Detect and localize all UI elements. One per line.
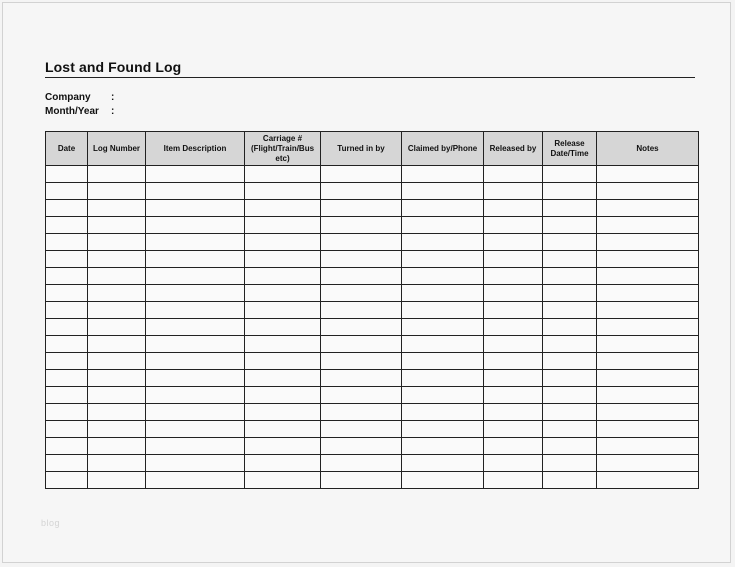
table-cell[interactable] — [321, 183, 402, 200]
table-cell[interactable] — [88, 404, 146, 421]
table-cell[interactable] — [543, 166, 597, 183]
table-cell[interactable] — [46, 336, 88, 353]
table-cell[interactable] — [543, 183, 597, 200]
table-cell[interactable] — [321, 319, 402, 336]
table-cell[interactable] — [245, 285, 321, 302]
table-cell[interactable] — [146, 353, 245, 370]
table-cell[interactable] — [597, 285, 699, 302]
table-cell[interactable] — [597, 455, 699, 472]
table-cell[interactable] — [46, 166, 88, 183]
table-cell[interactable] — [88, 251, 146, 268]
table-cell[interactable] — [402, 421, 484, 438]
table-cell[interactable] — [484, 166, 543, 183]
table-cell[interactable] — [402, 234, 484, 251]
table-cell[interactable] — [543, 404, 597, 421]
table-cell[interactable] — [88, 421, 146, 438]
table-cell[interactable] — [46, 285, 88, 302]
table-cell[interactable] — [146, 319, 245, 336]
column-header: Released by — [484, 132, 543, 166]
table-row — [46, 404, 699, 421]
table-cell[interactable] — [543, 370, 597, 387]
table-cell[interactable] — [146, 336, 245, 353]
title-divider — [45, 77, 695, 78]
table-row — [46, 370, 699, 387]
table-cell[interactable] — [321, 455, 402, 472]
table-row — [46, 166, 699, 183]
table-row — [46, 472, 699, 489]
table-cell[interactable] — [146, 268, 245, 285]
table-cell[interactable] — [597, 302, 699, 319]
table-cell[interactable] — [543, 438, 597, 455]
table-cell[interactable] — [597, 353, 699, 370]
table-cell[interactable] — [402, 285, 484, 302]
table-cell[interactable] — [245, 200, 321, 217]
table-cell[interactable] — [46, 438, 88, 455]
table-cell[interactable] — [402, 370, 484, 387]
watermark-text: blog — [41, 518, 61, 528]
table-cell[interactable] — [88, 285, 146, 302]
table-cell[interactable] — [88, 336, 146, 353]
table-cell[interactable] — [46, 455, 88, 472]
table-cell[interactable] — [88, 472, 146, 489]
table-cell[interactable] — [402, 319, 484, 336]
table-cell[interactable] — [245, 302, 321, 319]
table-cell[interactable] — [146, 200, 245, 217]
table-row — [46, 217, 699, 234]
table-cell[interactable] — [597, 336, 699, 353]
table-cell[interactable] — [543, 268, 597, 285]
table-cell[interactable] — [484, 302, 543, 319]
table-cell[interactable] — [484, 421, 543, 438]
document-page — [2, 2, 731, 563]
table-cell[interactable] — [146, 387, 245, 404]
table-cell[interactable] — [597, 370, 699, 387]
table-cell[interactable] — [245, 404, 321, 421]
table-row — [46, 302, 699, 319]
table-cell[interactable] — [146, 472, 245, 489]
table-cell[interactable] — [597, 387, 699, 404]
table-cell[interactable] — [484, 319, 543, 336]
table-header-row — [46, 132, 699, 166]
table-cell[interactable] — [146, 285, 245, 302]
table-cell[interactable] — [321, 438, 402, 455]
table-cell[interactable] — [402, 404, 484, 421]
table-cell[interactable] — [402, 217, 484, 234]
table-row — [46, 387, 699, 404]
table-cell[interactable] — [484, 285, 543, 302]
table-cell[interactable] — [146, 370, 245, 387]
table-cell[interactable] — [46, 404, 88, 421]
table-cell[interactable] — [321, 370, 402, 387]
table-cell[interactable] — [484, 472, 543, 489]
table-cell[interactable] — [245, 319, 321, 336]
table-cell[interactable] — [597, 166, 699, 183]
table-cell[interactable] — [321, 200, 402, 217]
table-cell[interactable] — [245, 387, 321, 404]
table-cell[interactable] — [88, 370, 146, 387]
table-cell[interactable] — [321, 353, 402, 370]
table-cell[interactable] — [46, 268, 88, 285]
table-cell[interactable] — [46, 319, 88, 336]
table-cell[interactable] — [245, 353, 321, 370]
column-header: Turned in by — [321, 132, 402, 166]
column-header: Date — [46, 132, 88, 166]
company-field — [45, 92, 114, 103]
table-cell[interactable] — [46, 370, 88, 387]
table-cell[interactable] — [88, 455, 146, 472]
table-cell[interactable] — [543, 319, 597, 336]
table-cell[interactable] — [245, 183, 321, 200]
table-row — [46, 319, 699, 336]
table-row — [46, 251, 699, 268]
table-cell[interactable] — [245, 234, 321, 251]
table-cell[interactable] — [321, 251, 402, 268]
table-cell[interactable] — [245, 251, 321, 268]
table-cell[interactable] — [321, 166, 402, 183]
table-cell[interactable] — [88, 319, 146, 336]
table-row — [46, 200, 699, 217]
table-cell[interactable] — [88, 217, 146, 234]
table-cell[interactable] — [146, 302, 245, 319]
table-cell[interactable] — [88, 200, 146, 217]
column-header: Release Date/Time — [543, 132, 597, 166]
table-row — [46, 183, 699, 200]
table-cell[interactable] — [321, 387, 402, 404]
table-cell[interactable] — [484, 183, 543, 200]
month-year-field — [45, 106, 114, 117]
table-cell[interactable] — [484, 217, 543, 234]
table-cell[interactable] — [88, 183, 146, 200]
table-cell[interactable] — [484, 251, 543, 268]
table-row — [46, 234, 699, 251]
table-cell[interactable] — [88, 166, 146, 183]
table-cell[interactable] — [484, 404, 543, 421]
table-cell[interactable] — [146, 455, 245, 472]
table-cell[interactable] — [484, 438, 543, 455]
table-row — [46, 455, 699, 472]
table-cell[interactable] — [146, 404, 245, 421]
table-cell[interactable] — [146, 217, 245, 234]
table-cell[interactable] — [543, 353, 597, 370]
table-cell[interactable] — [46, 234, 88, 251]
table-row — [46, 285, 699, 302]
table-cell[interactable] — [597, 200, 699, 217]
company-label: Company — [45, 92, 91, 103]
column-header: Log Number — [88, 132, 146, 166]
table-cell[interactable] — [146, 438, 245, 455]
table-cell[interactable] — [88, 268, 146, 285]
table-cell[interactable] — [597, 251, 699, 268]
table-cell[interactable] — [543, 387, 597, 404]
lost-found-table — [45, 131, 699, 489]
table-cell[interactable] — [543, 200, 597, 217]
column-header: Item Description — [146, 132, 245, 166]
table-cell[interactable] — [543, 336, 597, 353]
table-cell[interactable] — [597, 438, 699, 455]
table-cell[interactable] — [46, 353, 88, 370]
table-body — [46, 166, 699, 489]
table-cell[interactable] — [484, 370, 543, 387]
table-cell[interactable] — [543, 285, 597, 302]
table-cell[interactable] — [402, 302, 484, 319]
column-header: Carriage # (Flight/Train/Bus etc) — [245, 132, 321, 166]
table-cell[interactable] — [321, 285, 402, 302]
table-cell[interactable] — [402, 472, 484, 489]
table-row — [46, 353, 699, 370]
table-cell[interactable] — [46, 387, 88, 404]
table-cell[interactable] — [245, 166, 321, 183]
table-cell[interactable] — [46, 251, 88, 268]
table-cell[interactable] — [46, 217, 88, 234]
table-cell[interactable] — [321, 217, 402, 234]
table-cell[interactable] — [402, 353, 484, 370]
table-cell[interactable] — [245, 472, 321, 489]
table-cell[interactable] — [88, 302, 146, 319]
table-cell[interactable] — [402, 251, 484, 268]
table-cell[interactable] — [543, 217, 597, 234]
table-row — [46, 336, 699, 353]
table-cell[interactable] — [597, 404, 699, 421]
table-cell[interactable] — [245, 370, 321, 387]
table-cell[interactable] — [402, 268, 484, 285]
table-cell[interactable] — [484, 455, 543, 472]
table-cell[interactable] — [146, 421, 245, 438]
table-cell[interactable] — [484, 268, 543, 285]
table-cell[interactable] — [484, 234, 543, 251]
table-cell[interactable] — [402, 336, 484, 353]
table-cell[interactable] — [543, 421, 597, 438]
table-cell[interactable] — [597, 268, 699, 285]
table-cell[interactable] — [146, 183, 245, 200]
table-cell[interactable] — [321, 302, 402, 319]
table-cell[interactable] — [146, 234, 245, 251]
month-year-label: Month/Year — [45, 106, 99, 117]
company-separator: : — [111, 92, 115, 103]
table-cell[interactable] — [88, 353, 146, 370]
table-cell[interactable] — [597, 234, 699, 251]
table-cell[interactable] — [543, 251, 597, 268]
table-cell[interactable] — [543, 234, 597, 251]
table-cell[interactable] — [245, 268, 321, 285]
table-cell[interactable] — [88, 438, 146, 455]
table-cell[interactable] — [46, 183, 88, 200]
table-cell[interactable] — [402, 183, 484, 200]
table-cell[interactable] — [484, 200, 543, 217]
table-cell[interactable] — [597, 472, 699, 489]
page-title: Lost and Found Log — [45, 59, 182, 75]
table-cell[interactable] — [88, 234, 146, 251]
table-cell[interactable] — [402, 438, 484, 455]
table-cell[interactable] — [88, 387, 146, 404]
table-cell[interactable] — [597, 319, 699, 336]
table-cell[interactable] — [402, 387, 484, 404]
table-cell[interactable] — [484, 353, 543, 370]
table-cell[interactable] — [484, 387, 543, 404]
column-header: Claimed by/Phone — [402, 132, 484, 166]
table-cell[interactable] — [245, 336, 321, 353]
table-cell[interactable] — [402, 166, 484, 183]
table-cell[interactable] — [321, 336, 402, 353]
table-cell[interactable] — [321, 472, 402, 489]
table-cell[interactable] — [321, 404, 402, 421]
table-cell[interactable] — [46, 302, 88, 319]
table-row — [46, 438, 699, 455]
table-cell[interactable] — [46, 421, 88, 438]
table-cell[interactable] — [597, 183, 699, 200]
table-cell[interactable] — [321, 234, 402, 251]
table-cell[interactable] — [46, 472, 88, 489]
table-cell[interactable] — [543, 302, 597, 319]
table-cell[interactable] — [245, 217, 321, 234]
table-cell[interactable] — [402, 200, 484, 217]
table-cell[interactable] — [245, 455, 321, 472]
table-cell[interactable] — [484, 336, 543, 353]
column-header: Notes — [597, 132, 699, 166]
table-cell[interactable] — [245, 421, 321, 438]
table-cell[interactable] — [321, 268, 402, 285]
table-cell[interactable] — [543, 455, 597, 472]
table-cell[interactable] — [146, 166, 245, 183]
table-cell[interactable] — [321, 421, 402, 438]
table-row — [46, 268, 699, 285]
table-row — [46, 421, 699, 438]
table-cell[interactable] — [543, 472, 597, 489]
table-cell[interactable] — [46, 200, 88, 217]
table-cell[interactable] — [146, 251, 245, 268]
month-year-separator: : — [111, 106, 115, 117]
table-cell[interactable] — [597, 421, 699, 438]
table-cell[interactable] — [402, 455, 484, 472]
table-cell[interactable] — [245, 438, 321, 455]
table-cell[interactable] — [597, 217, 699, 234]
